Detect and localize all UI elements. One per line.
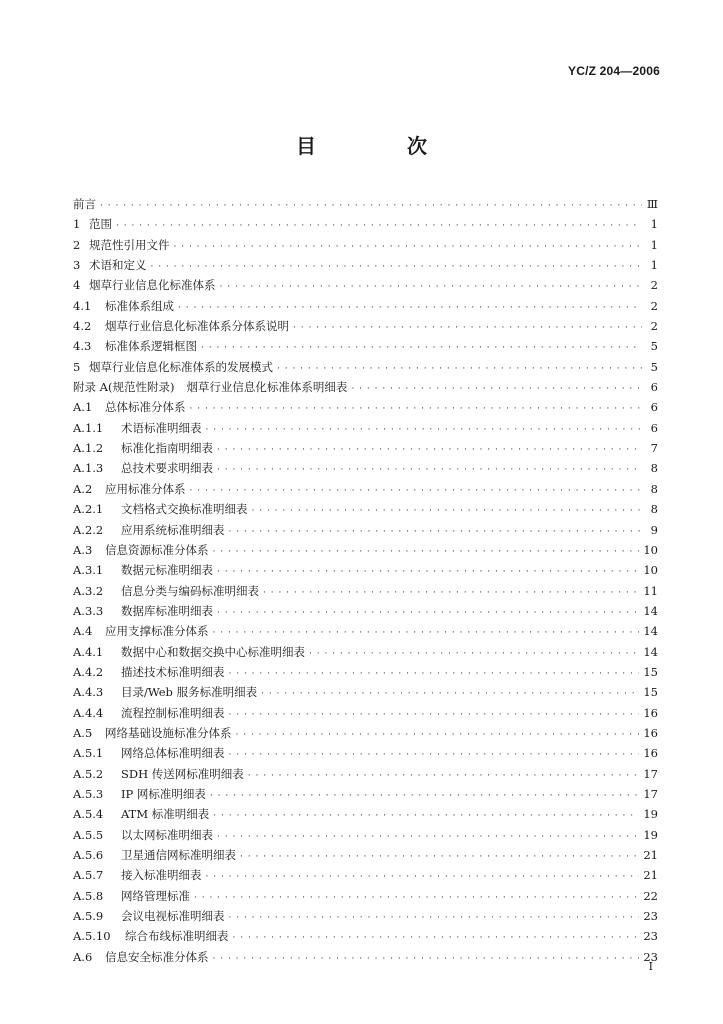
toc-entry-number: 1 bbox=[73, 217, 81, 232]
toc-entry-page: 8 bbox=[650, 481, 658, 496]
toc-entry bbox=[73, 235, 658, 255]
toc-entry-page: 6 bbox=[650, 420, 658, 435]
toc-entry bbox=[73, 397, 658, 417]
toc-leader-dots bbox=[261, 684, 639, 702]
toc-entry-page: 17 bbox=[643, 766, 658, 781]
toc-entry-number: A.4 bbox=[73, 624, 93, 639]
toc-entry-page: 19 bbox=[643, 807, 658, 822]
toc-entry-number: 4 bbox=[73, 278, 81, 293]
toc-entry-page: 21 bbox=[643, 868, 658, 883]
toc-entry-label: 信息安全标准分体系 bbox=[105, 949, 209, 964]
toc-entry-label: 流程控制标准明细表 bbox=[121, 705, 225, 720]
toc-entry-label: 标准体系组成 bbox=[105, 298, 174, 313]
toc-leader-dots bbox=[240, 847, 639, 865]
toc-entry bbox=[73, 316, 658, 336]
toc-leader-dots bbox=[309, 644, 639, 662]
toc-entry bbox=[73, 479, 658, 499]
toc-entry-number: A.5.4 bbox=[73, 807, 104, 822]
toc-entry bbox=[73, 336, 658, 356]
toc-entry-number: A.1 bbox=[73, 400, 93, 415]
toc-leader-dots bbox=[178, 298, 642, 316]
toc-leader-dots bbox=[213, 542, 640, 560]
toc-leader-dots bbox=[229, 908, 640, 926]
toc-entry-label: SDH 传送网标准明细表 bbox=[121, 766, 244, 781]
toc-entry-label: 卫星通信网标准明细表 bbox=[121, 848, 236, 862]
page-number: Ⅰ bbox=[648, 960, 653, 973]
toc-entry-label: 应用支撑标准分体系 bbox=[105, 624, 209, 639]
toc-entry-number: A.2.1 bbox=[73, 502, 104, 517]
toc-entry bbox=[73, 784, 658, 804]
toc-leader-dots bbox=[206, 867, 640, 885]
toc-entry-number: A.5.9 bbox=[73, 909, 104, 924]
toc-leader-dots bbox=[220, 277, 643, 295]
toc-leader-dots bbox=[293, 318, 642, 336]
toc-entry bbox=[73, 743, 658, 763]
toc-entry-number: A.5.5 bbox=[73, 827, 104, 842]
toc-entry bbox=[73, 438, 658, 458]
toc-entry bbox=[73, 601, 658, 621]
toc-entry-label: 范围 bbox=[89, 217, 112, 232]
toc-entry-label: 数据中心和数据交换中心标准明细表 bbox=[121, 644, 305, 659]
toc-entry-page: 23 bbox=[643, 949, 658, 964]
toc-leader-dots bbox=[217, 440, 642, 458]
toc-entry-page: 16 bbox=[643, 725, 658, 740]
toc-entry-page: 5 bbox=[650, 359, 658, 374]
toc-leader-dots bbox=[229, 522, 643, 540]
toc-entry-label: 目录/Web 服务标准明细表 bbox=[121, 685, 258, 700]
toc-entry-page: 23 bbox=[643, 909, 658, 924]
toc-entry-page: 1 bbox=[650, 217, 658, 232]
toc-entry-number: 4.3 bbox=[73, 339, 92, 354]
toc-entry-label: 应用系统标准明细表 bbox=[121, 522, 225, 537]
toc-entry-number: A.4.1 bbox=[73, 644, 104, 659]
toc-entry-number: 附录 A(规范性附录) bbox=[73, 380, 175, 395]
toc-entry bbox=[73, 947, 658, 967]
toc-leader-dots bbox=[252, 501, 643, 519]
toc-entry-page: 15 bbox=[643, 685, 658, 700]
toc-entry bbox=[73, 214, 658, 234]
toc-entry-label: 标准体系逻辑框图 bbox=[105, 339, 197, 354]
toc-entry bbox=[73, 662, 658, 682]
toc-leader-dots bbox=[217, 460, 642, 478]
toc-entry bbox=[73, 926, 658, 946]
toc-entry-label: 烟草行业信息化标准体系 bbox=[89, 278, 216, 293]
document-code: YC/Z 204—2006 bbox=[568, 64, 660, 78]
toc-entry-label: 网络基础设施标准分体系 bbox=[105, 725, 232, 740]
toc-entry-page: 8 bbox=[650, 461, 658, 476]
toc-entry-label: 数据库标准明细表 bbox=[121, 603, 213, 618]
toc-leader-dots bbox=[201, 338, 642, 356]
toc-entry-number: A.3 bbox=[73, 542, 93, 557]
toc-leader-dots bbox=[277, 359, 642, 377]
toc-entry-number: 前言 bbox=[73, 197, 96, 211]
toc-leader-dots bbox=[233, 928, 640, 946]
toc-leader-dots bbox=[213, 949, 640, 967]
toc-entry-label: ATM 标准明细表 bbox=[121, 807, 210, 822]
toc-entry-number: A.1.3 bbox=[73, 461, 104, 476]
toc-leader-dots bbox=[248, 766, 640, 784]
toc-entry-label: 规范性引用文件 bbox=[89, 237, 170, 252]
toc-entry-label: 信息资源标准分体系 bbox=[105, 542, 209, 557]
toc-entry bbox=[73, 560, 658, 580]
toc-entry bbox=[73, 499, 658, 519]
toc-entry-number: 3 bbox=[73, 258, 81, 273]
toc-entry-label: 网络管理标准 bbox=[121, 888, 190, 903]
toc-entry bbox=[73, 194, 658, 214]
toc-entry-number: A.1.1 bbox=[73, 420, 104, 435]
toc-entry bbox=[73, 418, 658, 438]
toc-entry bbox=[73, 764, 658, 784]
toc-entry-page: 7 bbox=[650, 441, 658, 456]
toc-entry-label: 术语标准明细表 bbox=[121, 420, 202, 435]
toc-entry-page: 14 bbox=[643, 603, 658, 618]
table-of-contents bbox=[73, 194, 658, 967]
toc-leader-dots bbox=[229, 745, 640, 763]
toc-entry bbox=[73, 458, 658, 478]
toc-leader-dots bbox=[206, 420, 643, 438]
toc-entry bbox=[73, 804, 658, 824]
toc-leader-dots bbox=[213, 623, 640, 641]
toc-entry-page: 1 bbox=[650, 258, 658, 273]
toc-entry-page: 1 bbox=[650, 237, 658, 252]
toc-entry-label: 数据元标准明细表 bbox=[121, 563, 213, 578]
toc-leader-dots bbox=[217, 603, 639, 621]
toc-leader-dots bbox=[213, 806, 639, 824]
toc-entry-label: 信息分类与编码标准明细表 bbox=[121, 583, 259, 598]
toc-entry-page: 10 bbox=[643, 563, 658, 578]
toc-entry-number: A.1.2 bbox=[73, 441, 104, 456]
toc-entry-number: A.3.2 bbox=[73, 583, 104, 598]
toc-entry bbox=[73, 581, 658, 601]
toc-entry-number: A.5 bbox=[73, 725, 93, 740]
toc-entry-page: 10 bbox=[643, 542, 658, 557]
toc-entry-number: A.5.3 bbox=[73, 786, 104, 801]
toc-entry-label: IP 网标准明细表 bbox=[121, 786, 206, 801]
toc-entry-number: A.2.2 bbox=[73, 522, 104, 537]
toc-entry bbox=[73, 642, 658, 662]
toc-leader-dots bbox=[116, 216, 642, 234]
toc-title: 目 次 bbox=[296, 134, 469, 158]
toc-entry-page: 17 bbox=[643, 786, 658, 801]
toc-entry-label: 接入标准明细表 bbox=[121, 868, 202, 883]
toc-entry-label: 烟草行业信息化标准体系分体系说明 bbox=[105, 319, 289, 334]
toc-entry-label: 术语和定义 bbox=[89, 258, 147, 273]
toc-entry-label: 综合布线标准明细表 bbox=[125, 929, 229, 944]
toc-leader-dots bbox=[351, 379, 642, 397]
toc-entry-page: 16 bbox=[643, 705, 658, 720]
toc-entry-number: 4.1 bbox=[73, 298, 92, 313]
toc-entry bbox=[73, 621, 658, 641]
toc-entry bbox=[73, 825, 658, 845]
toc-entry-page: 15 bbox=[643, 664, 658, 679]
toc-entry-label: 总体标准分体系 bbox=[105, 400, 186, 415]
toc-entry-number: A.4.3 bbox=[73, 685, 104, 700]
toc-entry-number: A.5.7 bbox=[73, 868, 104, 883]
toc-entry-label: 应用标准分体系 bbox=[105, 481, 186, 496]
toc-entry-number: A.4.4 bbox=[73, 705, 104, 720]
toc-entry-page: 6 bbox=[650, 380, 658, 395]
toc-leader-dots bbox=[174, 237, 643, 255]
toc-entry-number: A.5.10 bbox=[73, 929, 111, 944]
toc-entry bbox=[73, 865, 658, 885]
toc-entry bbox=[73, 296, 658, 316]
toc-entry-page: 14 bbox=[643, 644, 658, 659]
toc-entry-page: 23 bbox=[643, 929, 658, 944]
toc-entry bbox=[73, 255, 658, 275]
toc-leader-dots bbox=[100, 196, 642, 214]
toc-entry-number: A.5.2 bbox=[73, 766, 104, 781]
toc-leader-dots bbox=[210, 786, 639, 804]
toc-entry-label: 总技术要求明细表 bbox=[121, 461, 213, 476]
toc-entry-number: A.5.6 bbox=[73, 848, 104, 862]
toc-entry bbox=[73, 723, 658, 743]
toc-entry bbox=[73, 845, 658, 865]
toc-leader-dots bbox=[236, 725, 640, 743]
toc-entry-page: 5 bbox=[650, 339, 658, 354]
toc-leader-dots bbox=[263, 583, 639, 601]
toc-leader-dots bbox=[217, 562, 639, 580]
toc-entry-page: 14 bbox=[643, 624, 658, 639]
toc-entry-page: 9 bbox=[650, 522, 658, 537]
toc-entry-number: 2 bbox=[73, 237, 81, 252]
toc-entry-label: 网络总体标准明细表 bbox=[121, 746, 225, 761]
toc-leader-dots bbox=[229, 705, 640, 723]
toc-entry bbox=[73, 275, 658, 295]
toc-entry-number: A.6 bbox=[73, 949, 93, 964]
toc-entry-page: 2 bbox=[650, 298, 658, 313]
toc-entry-number: A.4.2 bbox=[73, 664, 104, 679]
toc-entry-label: 烟草行业信息化标准体系的发展模式 bbox=[89, 359, 273, 374]
toc-leader-dots bbox=[194, 888, 639, 906]
toc-entry bbox=[73, 357, 658, 377]
toc-entry-number: A.3.1 bbox=[73, 563, 104, 578]
toc-entry-number: A.5.8 bbox=[73, 888, 104, 903]
toc-entry bbox=[73, 540, 658, 560]
toc-entry-page: 11 bbox=[643, 583, 658, 598]
toc-leader-dots bbox=[217, 827, 639, 845]
toc-entry bbox=[73, 682, 658, 702]
toc-entry bbox=[73, 703, 658, 723]
toc-entry-page: 19 bbox=[643, 827, 658, 842]
toc-entry-page: 2 bbox=[650, 319, 658, 334]
toc-leader-dots bbox=[151, 257, 643, 275]
toc-leader-dots bbox=[190, 481, 643, 499]
toc-entry-number: A.5.1 bbox=[73, 746, 104, 761]
toc-entry-page: Ⅲ bbox=[646, 197, 658, 211]
toc-leader-dots bbox=[229, 664, 640, 682]
toc-entry-label: 以太网标准明细表 bbox=[121, 827, 213, 842]
toc-entry bbox=[73, 906, 658, 926]
toc-entry-label: 描述技术标准明细表 bbox=[121, 664, 225, 679]
toc-leader-dots bbox=[190, 399, 643, 417]
toc-entry-label: 烟草行业信息化标准体系明细表 bbox=[186, 380, 348, 395]
toc-entry-number: A.3.3 bbox=[73, 603, 104, 618]
toc-entry-label: 文档格式交换标准明细表 bbox=[121, 502, 248, 517]
toc-entry-page: 6 bbox=[650, 400, 658, 415]
toc-entry-number: 5 bbox=[73, 359, 81, 374]
toc-entry-page: 21 bbox=[643, 848, 658, 862]
toc-entry bbox=[73, 520, 658, 540]
toc-entry-number: 4.2 bbox=[73, 319, 92, 334]
toc-entry-page: 2 bbox=[650, 278, 658, 293]
toc-entry-label: 标准化指南明细表 bbox=[121, 441, 213, 456]
toc-entry-number: A.2 bbox=[73, 481, 93, 496]
toc-entry bbox=[73, 886, 658, 906]
toc-entry-page: 22 bbox=[643, 888, 658, 903]
toc-entry-page: 8 bbox=[650, 502, 658, 517]
toc-entry-label: 会议电视标准明细表 bbox=[121, 909, 225, 924]
toc-entry-page: 16 bbox=[643, 746, 658, 761]
toc-entry bbox=[73, 377, 658, 397]
